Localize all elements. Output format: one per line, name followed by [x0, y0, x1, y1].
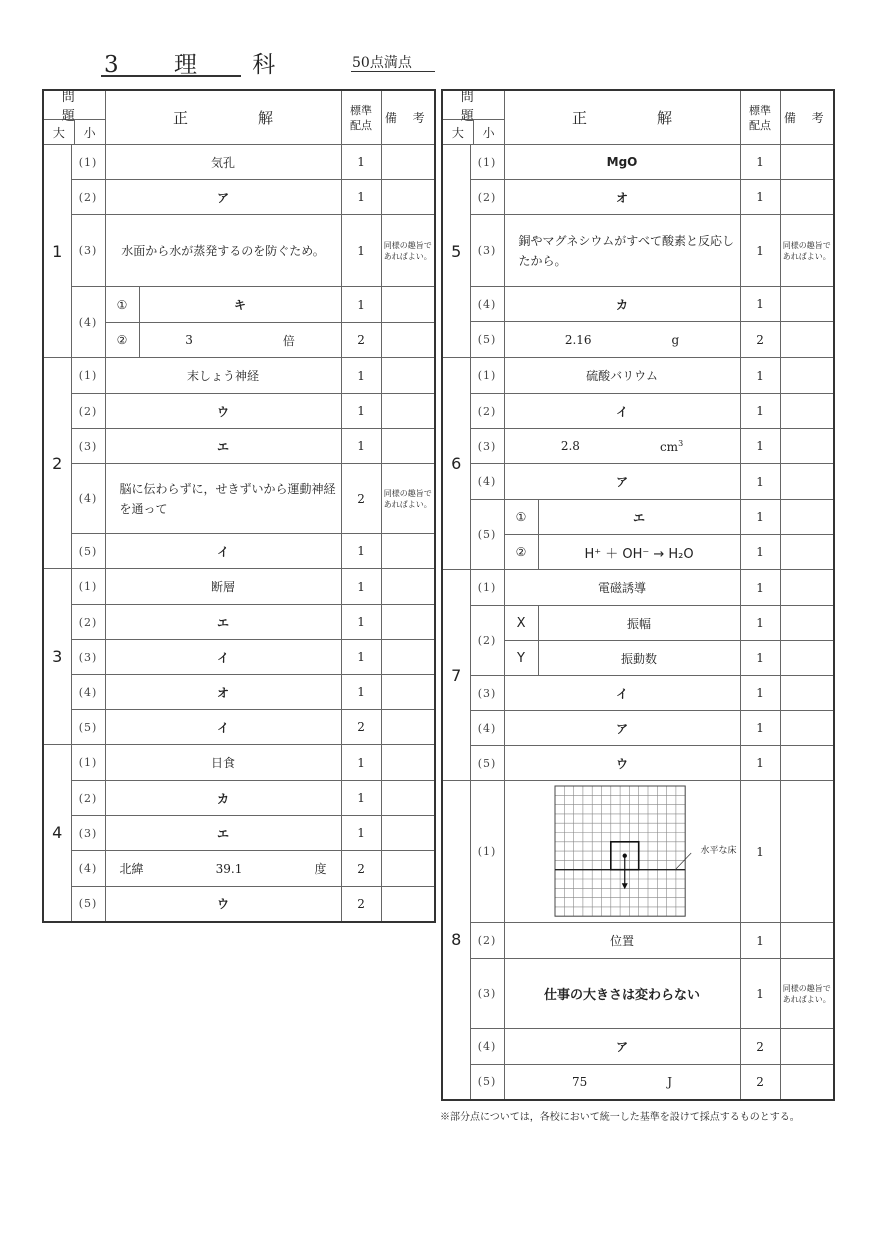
table-row	[43, 781, 435, 816]
points-cell: 2	[341, 887, 381, 922]
remarks-cell	[381, 394, 435, 429]
header-row	[442, 90, 834, 145]
table-row	[43, 287, 435, 323]
remarks-cell	[381, 569, 435, 605]
answer-unit: 倍	[282, 333, 295, 348]
remarks-cell: 同様の趣旨であればよい。	[381, 215, 435, 287]
points-cell: 2	[740, 1065, 780, 1100]
table-row	[43, 675, 435, 710]
answer-cell: ア	[504, 1029, 740, 1065]
remarks-cell	[780, 606, 834, 641]
table-row	[43, 887, 435, 922]
question-number: 6	[442, 358, 470, 570]
points-cell: 1	[341, 640, 381, 675]
points-cell: 2	[341, 851, 381, 887]
answer-table-right	[441, 89, 835, 1101]
sub-number: (1)	[470, 358, 504, 394]
mondai-label: 問 題	[44, 91, 105, 120]
answer-cell	[504, 1065, 740, 1100]
question-number: 1	[43, 145, 71, 358]
sub-number: (1)	[71, 569, 105, 605]
remarks-cell	[780, 1065, 834, 1100]
header-row	[43, 90, 435, 145]
sub-number: (4)	[71, 287, 105, 358]
points-cell: 2	[740, 322, 780, 358]
table-row	[43, 180, 435, 215]
page-title: 3 理 科	[104, 52, 300, 78]
table-row	[43, 569, 435, 605]
table-row	[442, 711, 834, 746]
remarks-cell	[780, 781, 834, 923]
sub-number: (5)	[71, 710, 105, 745]
answer-cell: 気孔	[105, 145, 341, 180]
circle-number: ②	[105, 323, 139, 358]
points-cell: 1	[341, 534, 381, 569]
answer-cell	[504, 322, 740, 358]
points-cell: 1	[740, 781, 780, 923]
table-row	[442, 1029, 834, 1065]
points-cell: 1	[341, 569, 381, 605]
remarks-cell	[381, 887, 435, 922]
answer-cell-diagram	[504, 781, 740, 923]
points-cell: 1	[341, 675, 381, 710]
points-cell: 1	[740, 923, 780, 959]
points-cell: 1	[740, 711, 780, 746]
points-cell: 1	[740, 959, 780, 1029]
table-row	[43, 145, 435, 180]
points-cell: 1	[341, 394, 381, 429]
full-score-underline	[351, 71, 435, 72]
sub-number: (4)	[71, 464, 105, 534]
answer-cell: 仕事の大きさは変わらない	[504, 959, 740, 1029]
answer-cell: 振動数	[538, 641, 740, 676]
remarks-cell	[381, 781, 435, 816]
letter-label: X	[504, 606, 538, 641]
biko-header: 備 考	[381, 90, 435, 145]
points-cell: 1	[740, 429, 780, 464]
table-row	[43, 710, 435, 745]
table-row	[442, 145, 834, 180]
remarks-cell	[381, 145, 435, 180]
remarks-cell	[381, 851, 435, 887]
answer-cell: オ	[105, 675, 341, 710]
answer-cell: イ	[105, 534, 341, 569]
answer-cell: オ	[504, 180, 740, 215]
table-row	[442, 394, 834, 429]
answer-cell: イ	[504, 676, 740, 711]
answer-cell: イ	[105, 640, 341, 675]
answer-cell: ウ	[105, 887, 341, 922]
remarks-cell	[780, 394, 834, 429]
mondai-header	[43, 90, 105, 145]
points-cell: 1	[341, 145, 381, 180]
answer-value: 2.8	[560, 439, 580, 453]
title-underline	[101, 75, 241, 77]
table-row	[442, 570, 834, 606]
points-cell: 2	[341, 710, 381, 745]
table-row	[442, 1065, 834, 1100]
sho-label: 小	[83, 125, 96, 140]
table-row	[43, 851, 435, 887]
mondai-label: 問 題	[443, 91, 504, 120]
answer-cell	[105, 851, 341, 887]
remarks-cell	[780, 429, 834, 464]
points-cell: 1	[341, 816, 381, 851]
table-row	[43, 429, 435, 464]
points-cell: 1	[341, 287, 381, 323]
sub-number: (2)	[470, 394, 504, 429]
answer-cell: 断層	[105, 569, 341, 605]
sub-number: (2)	[470, 923, 504, 959]
mondai-header	[442, 90, 504, 145]
remarks-cell	[780, 180, 834, 215]
answer-cell: ウ	[105, 394, 341, 429]
circle-number: ②	[504, 535, 538, 570]
remarks-cell	[780, 322, 834, 358]
table-row	[43, 394, 435, 429]
seikai-label-2: 解	[258, 109, 274, 127]
points-cell: 1	[740, 180, 780, 215]
question-number: 2	[43, 358, 71, 569]
points-cell: 1	[740, 570, 780, 606]
sub-number: (3)	[470, 429, 504, 464]
remarks-cell	[381, 816, 435, 851]
answer-value: 2.16	[564, 332, 592, 347]
dai-label: 大	[44, 120, 75, 144]
remarks-cell	[381, 287, 435, 323]
answer-cell: 電磁誘導	[504, 570, 740, 606]
circle-number: ①	[105, 287, 139, 323]
answer-cell: 銅やマグネシウムがすべて酸素と反応したから。	[504, 215, 740, 287]
sub-number: (5)	[470, 746, 504, 781]
answer-unit: 度	[314, 862, 327, 876]
hyojun-label-1: 標準	[350, 103, 373, 117]
unit-exponent: 3	[678, 438, 684, 448]
sub-number: (5)	[71, 887, 105, 922]
diagram-label: 水平な床	[701, 843, 737, 856]
sub-number: (1)	[470, 570, 504, 606]
remarks-cell	[780, 358, 834, 394]
answer-cell: ウ	[504, 746, 740, 781]
sub-number: (4)	[71, 675, 105, 710]
remarks-cell	[780, 923, 834, 959]
seikai-label-1: 正	[173, 109, 189, 127]
table-row	[442, 215, 834, 287]
table-row	[442, 429, 834, 464]
question-number: 7	[442, 570, 470, 781]
table-row	[442, 746, 834, 781]
points-cell: 1	[740, 641, 780, 676]
remarks-cell	[381, 605, 435, 640]
table-row	[43, 534, 435, 569]
answer-unit: J	[667, 1074, 673, 1089]
seikai-label-1: 正	[572, 109, 588, 127]
points-cell: 2	[740, 1029, 780, 1065]
question-number: 4	[43, 745, 71, 922]
table-row	[442, 464, 834, 500]
hyojun-label-2: 配点	[350, 118, 373, 132]
table-row	[43, 358, 435, 394]
answer-cell: 末しょう神経	[105, 358, 341, 394]
remarks-cell	[780, 500, 834, 535]
remarks-cell	[381, 745, 435, 781]
table-row	[442, 959, 834, 1029]
answer-cell: ア	[504, 711, 740, 746]
points-cell: 1	[740, 535, 780, 570]
answer-cell: エ	[105, 816, 341, 851]
unit-base: cm	[659, 439, 679, 454]
sub-number: (3)	[71, 640, 105, 675]
points-cell: 1	[740, 358, 780, 394]
remarks-cell	[381, 358, 435, 394]
table-row	[43, 215, 435, 287]
answer-cell: エ	[105, 429, 341, 464]
answer-cell: 位置	[504, 923, 740, 959]
sub-number: (4)	[470, 287, 504, 322]
answer-cell: ア	[504, 464, 740, 500]
points-cell: 1	[740, 500, 780, 535]
question-number: 5	[442, 145, 470, 358]
sub-number: (2)	[71, 605, 105, 640]
table-row	[43, 605, 435, 640]
answer-cell: キ	[139, 287, 341, 323]
table-row	[442, 358, 834, 394]
sub-number: (4)	[470, 1029, 504, 1065]
sub-number: (5)	[470, 1065, 504, 1100]
points-cell: 1	[740, 464, 780, 500]
answer-cell	[139, 323, 341, 358]
points-cell: 1	[341, 781, 381, 816]
answer-cell: イ	[504, 394, 740, 429]
points-cell: 1	[740, 746, 780, 781]
remarks-cell	[780, 145, 834, 180]
remarks-cell: 同様の趣旨であればよい。	[381, 464, 435, 534]
remarks-cell	[780, 676, 834, 711]
table-row	[442, 923, 834, 959]
answer-value: 3	[185, 333, 193, 347]
hyojun-header	[740, 90, 780, 145]
answer-cell: イ	[105, 710, 341, 745]
table-row	[442, 676, 834, 711]
points-cell: 1	[740, 215, 780, 287]
answer-value: 75	[571, 1074, 588, 1089]
seikai-header	[105, 90, 341, 145]
remarks-cell	[780, 641, 834, 676]
answer-cell: エ	[105, 605, 341, 640]
answer-cell: 日食	[105, 745, 341, 781]
sub-number: (1)	[470, 781, 504, 923]
answer-cell: カ	[504, 287, 740, 322]
remarks-cell	[780, 535, 834, 570]
question-number: 8	[442, 781, 470, 1100]
dai-label: 大	[443, 120, 474, 144]
full-score: 50点満点	[352, 55, 412, 71]
table-row	[43, 745, 435, 781]
letter-label: Y	[504, 641, 538, 676]
points-cell: 1	[341, 358, 381, 394]
sub-number: (1)	[71, 145, 105, 180]
table-row	[43, 464, 435, 534]
points-cell: 1	[740, 676, 780, 711]
remarks-cell	[381, 640, 435, 675]
answer-cell	[504, 429, 740, 464]
sub-number: (5)	[470, 500, 504, 570]
sub-number: (2)	[71, 394, 105, 429]
sub-number: (2)	[71, 781, 105, 816]
answer-cell: エ	[538, 500, 740, 535]
table-row	[442, 180, 834, 215]
table-row	[43, 816, 435, 851]
sub-number: (2)	[71, 180, 105, 215]
table-row	[43, 640, 435, 675]
points-cell: 2	[341, 464, 381, 534]
sub-number: (3)	[71, 215, 105, 287]
answer-table-left	[42, 89, 436, 923]
sub-number: (1)	[71, 745, 105, 781]
points-cell: 1	[341, 180, 381, 215]
points-cell: 2	[341, 323, 381, 358]
sub-number: (3)	[470, 959, 504, 1029]
sub-number: (3)	[470, 676, 504, 711]
answer-cell: 硫酸バリウム	[504, 358, 740, 394]
points-cell: 1	[740, 287, 780, 322]
remarks-cell	[381, 710, 435, 745]
seikai-label-2: 解	[657, 109, 673, 127]
points-cell: 1	[740, 394, 780, 429]
remarks-cell: 同様の趣旨であればよい。	[780, 215, 834, 287]
table-row	[442, 322, 834, 358]
sub-number: (3)	[71, 429, 105, 464]
answer-cell: MgO	[504, 145, 740, 180]
remarks-cell	[780, 287, 834, 322]
points-cell: 1	[341, 215, 381, 287]
sub-number: (1)	[71, 358, 105, 394]
hyojun-label-1: 標準	[749, 103, 772, 117]
circle-number: ①	[504, 500, 538, 535]
remarks-cell	[381, 180, 435, 215]
sub-number: (5)	[470, 322, 504, 358]
sub-number: (4)	[470, 711, 504, 746]
remarks-cell	[381, 534, 435, 569]
answer-cell: 振幅	[538, 606, 740, 641]
footer-note: ※部分点については，各校において統一した基準を設けて採点するものとする。	[440, 1112, 800, 1123]
answer-cell: ア	[105, 180, 341, 215]
hyojun-header	[341, 90, 381, 145]
table-row	[442, 287, 834, 322]
remarks-cell: 同様の趣旨であればよい。	[780, 959, 834, 1029]
remarks-cell	[381, 675, 435, 710]
answer-cell: 水面から水が蒸発するのを防ぐため。	[105, 215, 341, 287]
answer-cell: H⁺ ＋ OH⁻ → H₂O	[538, 535, 740, 570]
hyojun-label-2: 配点	[749, 118, 772, 132]
sub-number: (5)	[71, 534, 105, 569]
table-row	[442, 781, 834, 923]
biko-header: 備 考	[780, 90, 834, 145]
sho-label: 小	[482, 125, 495, 140]
remarks-cell	[780, 570, 834, 606]
table-row	[442, 500, 834, 535]
remarks-cell	[780, 746, 834, 781]
remarks-cell	[381, 429, 435, 464]
remarks-cell	[381, 323, 435, 358]
points-cell: 1	[740, 145, 780, 180]
question-number: 3	[43, 569, 71, 745]
sub-number: (2)	[470, 180, 504, 215]
answer-unit	[660, 439, 683, 454]
answer-prefix: 北緯	[119, 862, 144, 876]
table-row	[442, 606, 834, 641]
seikai-header	[504, 90, 740, 145]
sub-number: (4)	[470, 464, 504, 500]
sub-number: (3)	[470, 215, 504, 287]
remarks-cell	[780, 1029, 834, 1065]
sub-number: (4)	[71, 851, 105, 887]
sub-number: (1)	[470, 145, 504, 180]
answer-cell: カ	[105, 781, 341, 816]
remarks-cell	[780, 464, 834, 500]
points-cell: 1	[341, 745, 381, 781]
sub-number: (3)	[71, 816, 105, 851]
answer-cell: 脳に伝わらずに，せきずいから運動神経を通って	[105, 464, 341, 534]
points-cell: 1	[740, 606, 780, 641]
answer-unit: g	[671, 332, 680, 347]
label-leader-line	[675, 852, 691, 869]
answer-value: 39.1	[215, 861, 243, 876]
remarks-cell	[780, 711, 834, 746]
points-cell: 1	[341, 605, 381, 640]
points-cell: 1	[341, 429, 381, 464]
sub-number: (2)	[470, 606, 504, 676]
